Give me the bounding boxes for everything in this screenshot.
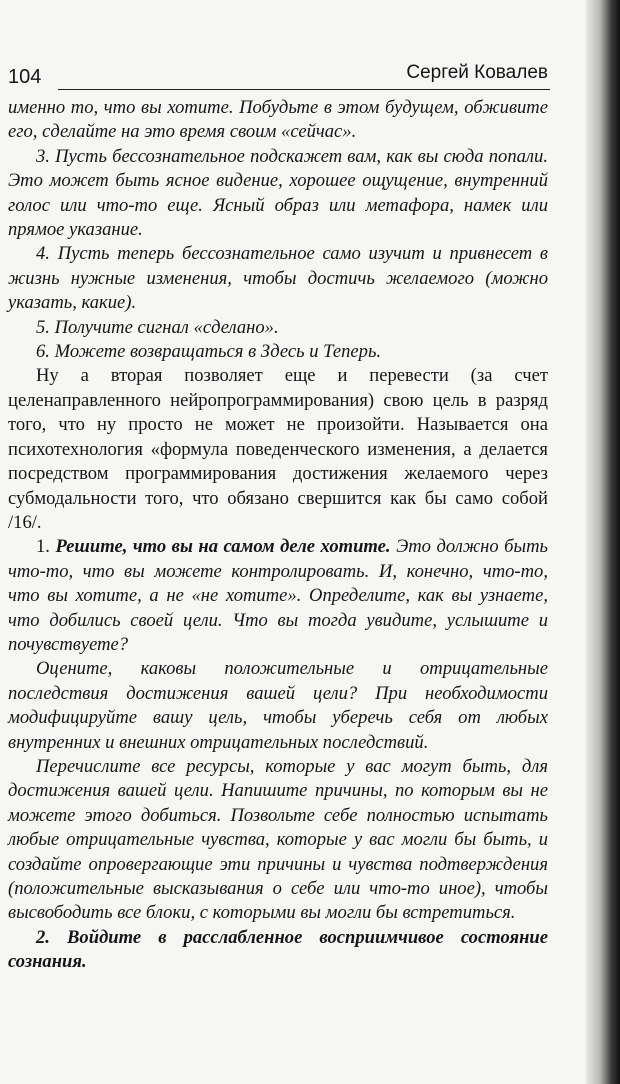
running-title-author: Сергей Ковалев bbox=[406, 62, 548, 83]
list-number: 1. bbox=[36, 536, 56, 558]
paragraph: 6. Можете возвращаться в Здесь и Теперь. bbox=[36, 341, 382, 363]
bold-step-heading: Решите, что вы на самом деле хотите. bbox=[55, 536, 391, 558]
paragraph bbox=[8, 535, 548, 657]
page-number: 104 bbox=[8, 66, 42, 88]
paragraph: Оцените, каковы положительные и отрицательные последствия достижения вашей цели? При необходимости модифицируйте вашу цель, чтобы уберечь себя от любых внутренних и внешних отрицательных последствий. bbox=[8, 658, 548, 753]
paragraph: именно то, что вы хотите. Побудьте в этом будущем, обживите его, сделайте на это время своим «сейчас». bbox=[8, 97, 548, 143]
paragraph: 2. Войдите в расслабленное восприимчивое состояние сознания. bbox=[8, 926, 548, 973]
paragraph: Перечислите все ресурсы, которые у вас могут быть, для достижения вашей цели. Напишите причины, по которым вы не можете этого добиться. Позвольте себе полностью испытать любые отрицательные чувства, которые у вас могли бы быть, и создайте опровергающие эти причины и чувства подтверждения (положительные высказывания о себе или что-то иное), чтобы высвободить все блоки, с которыми вы могли бы встретиться. bbox=[8, 755, 548, 924]
paragraph: 5. Получите сигнал «сделано». bbox=[36, 316, 279, 338]
paragraph-text: Это должно быть что-то, что вы можете контролировать. И, конечно, что-то, что вы хотите, а не «не хотите». Определите, как вы узнаете, что добились своей цели. Что вы тогда увидите, услышите и почувствуете? bbox=[8, 536, 549, 655]
running-header bbox=[8, 62, 548, 92]
paragraph: 4. Пусть теперь бессознательное само изучит и привнесет в жизнь нужные изменения, чтобы достичь желаемого (можно указать, какие). bbox=[8, 243, 548, 314]
header-rule bbox=[58, 89, 550, 90]
paragraph: Ну а вторая позволяет еще и перевести (за счет целенаправленного нейропрограммирования) свою цель в разряд того, что ну просто не может не произойти. Называется она психотехнология «формула поведенческого изменения, а делается посредством программирования достижения желаемого через субмодальности того, что обязано свершится как бы само собой /16/. bbox=[8, 365, 548, 533]
body-text bbox=[8, 96, 548, 975]
book-binding-shadow bbox=[586, 0, 620, 1084]
paragraph: 3. Пусть бессознательное подскажет вам, как вы сюда попали. Это может быть ясное видение, хорошее ощущение, внутренний голос или что-то еще. Ясный образ или метафора, намек или прямое указание. bbox=[8, 145, 548, 241]
